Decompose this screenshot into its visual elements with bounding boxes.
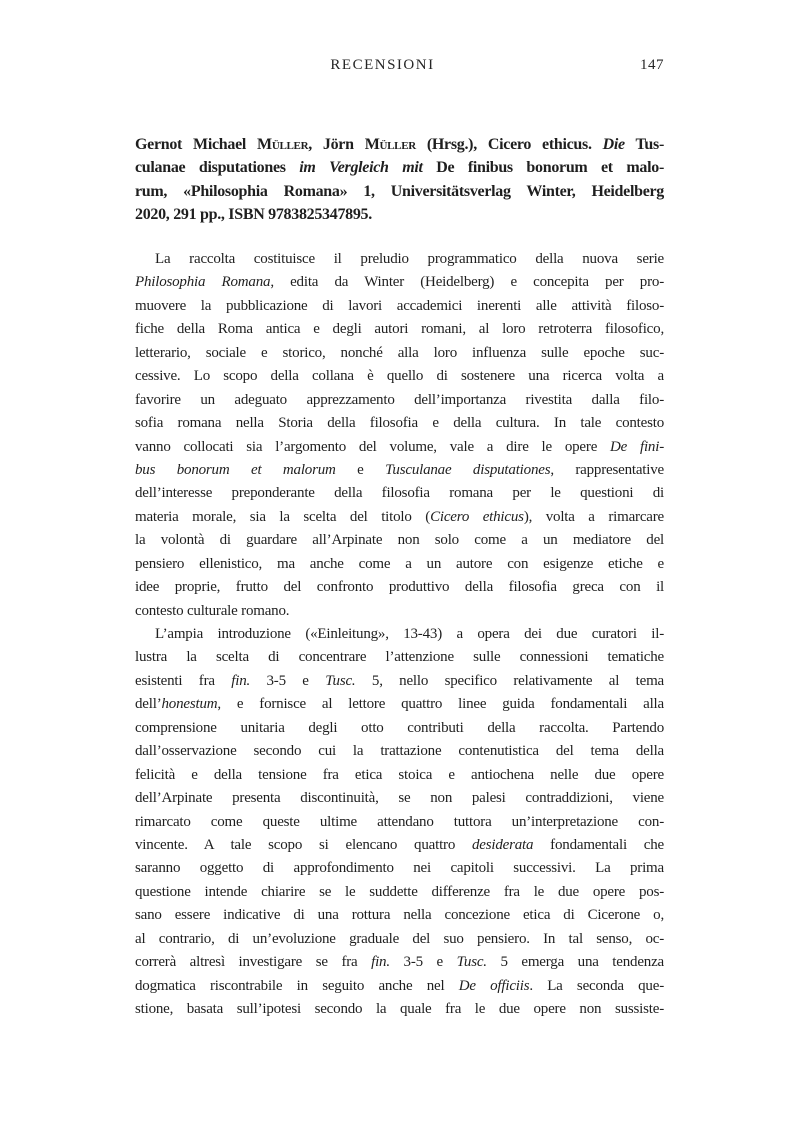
text-line <box>135 365 664 388</box>
text-run: muovere la pubblicazione di lavori accademici inerenti alle attività filoso- <box>135 297 664 314</box>
text-run: dell’ <box>135 696 162 713</box>
text-run: , rappresentative <box>550 461 664 478</box>
text-line <box>135 248 664 271</box>
text-line <box>135 904 664 927</box>
text-line <box>135 928 664 951</box>
text-run: sofia romana nella Storia della filosofia e della cultura. In tale contesto <box>135 415 664 432</box>
text-line <box>135 553 664 576</box>
text-run: Tusc. <box>325 672 356 689</box>
text-run: desiderata <box>472 836 534 853</box>
text-run: fin. <box>231 672 251 689</box>
text-line <box>135 412 664 435</box>
text-run: 2020, 291 pp., ISBN 9783825347895. <box>135 206 372 224</box>
text-line <box>135 576 664 599</box>
text-line <box>135 670 664 693</box>
text-run: . La seconda que- <box>529 977 664 994</box>
text-run: (Hrsg.), Cicero ethicus. <box>415 136 603 153</box>
text-line <box>135 156 664 179</box>
text-run: fondamentali che <box>533 836 664 853</box>
page-number: 147 <box>640 57 664 73</box>
text-line <box>135 787 664 810</box>
text-line <box>135 646 664 669</box>
text-run: sano essere indicative di una rottura nella concezione etica di Cicerone o, <box>135 907 664 924</box>
text-run: materia morale, sia la scelta del titolo ( <box>135 508 431 525</box>
paragraph-einleitung <box>135 623 664 1021</box>
text-run: questione intende chiarire se le suddette differenze fra le due opere pos- <box>135 883 664 900</box>
text-run: fiche della Roma antica e degli autori romani, al loro retroterra filosofico, <box>135 321 664 338</box>
text-run: honestum <box>161 696 218 713</box>
page-header <box>135 57 664 77</box>
running-title: RECENSIONI <box>330 57 435 73</box>
text-line <box>135 693 664 716</box>
text-run: e <box>335 461 386 478</box>
text-run: , edita da Winter (Heidelberg) e concepita per pro- <box>270 274 664 291</box>
text-run: Die <box>602 136 625 153</box>
text-run: Philosophia Romana <box>135 274 271 291</box>
text-line <box>135 203 664 226</box>
text-line <box>135 459 664 482</box>
text-line <box>135 764 664 787</box>
text-run: pensiero ellenistico, ma anche come a un autore con esigenze etiche e <box>135 555 664 572</box>
text-run: Cicero ethicus <box>430 508 524 525</box>
text-run: 3-5 e <box>250 672 326 689</box>
text-line <box>135 342 664 365</box>
text-line <box>135 857 664 880</box>
text-run: stione, basata sull’ipotesi secondo la quale fra le due opere non sussiste- <box>135 1001 664 1017</box>
text-run: vincente. A tale scopo si elencano quattro <box>135 836 472 853</box>
text-line <box>135 436 664 459</box>
review-body <box>135 248 664 1021</box>
text-run: De finibus bonorum et malo- <box>422 159 664 177</box>
text-run: Müller <box>364 136 416 153</box>
text-line <box>135 998 664 1021</box>
text-line <box>135 180 664 203</box>
text-run: dogmatica riscontrabile in seguito anche nel <box>135 977 459 994</box>
text-run: cessive. Lo scopo della collana è quello di sostenere una ricerca volta a <box>135 368 664 385</box>
text-run: Müller <box>257 136 309 153</box>
text-run: 3-5 e <box>389 954 457 971</box>
text-line <box>135 600 664 623</box>
text-run: , e fornisce al lettore quattro linee guida fondamentali alla <box>217 696 664 713</box>
text-run: , Jörn <box>308 136 365 153</box>
text-run: im Vergleich mit <box>299 159 423 177</box>
text-run: De fini- <box>610 438 664 455</box>
text-run: dell’Arpinate presenta discontinuità, se non palesi contraddizioni, viene <box>135 790 664 807</box>
text-run: vanno collocati sia l’argomento del volume, vale a dire le opere <box>135 438 611 455</box>
text-run: la volontà di guardare all’Arpinate non solo come a un mediatore del <box>135 532 664 549</box>
text-run: Gernot Michael <box>135 136 258 153</box>
text-run: 5 emerga una tendenza <box>486 954 664 971</box>
text-line <box>135 881 664 904</box>
text-run: letterario, sociale e storico, nonché alla loro influenza sulle epoche suc- <box>135 344 664 361</box>
text-line <box>135 717 664 740</box>
text-line <box>135 740 664 763</box>
text-run: favorire un adeguato apprezzamento dell’importanza rivestita dalla filo- <box>135 391 664 408</box>
text-run: Tus- <box>624 136 664 153</box>
text-line <box>135 834 664 857</box>
text-run: correrà altresì investigare se fra <box>135 954 372 971</box>
text-run: lustra la scelta di concentrare l’attenzione sulle connessioni tematiche <box>135 649 664 666</box>
text-run: L’ampia introduzione («Einleitung», 13-43) a opera dei due curatori il- <box>155 626 664 642</box>
text-run: rimarcato come queste ultime attendano tuttora un’interpretazione con- <box>135 813 664 830</box>
text-run: esistenti fra <box>135 672 232 689</box>
text-run: felicità e della tensione fra etica stoica e antiochena nelle due opere <box>135 766 664 783</box>
text-run: Tusc. <box>456 954 487 971</box>
text-run: 5, nello specifico relativamente al tema <box>355 672 664 689</box>
text-line <box>135 951 664 974</box>
review-heading <box>135 133 664 227</box>
text-line <box>135 975 664 998</box>
text-run: al contrario, di un’evoluzione graduale del suo pensiero. In tal senso, oc- <box>135 930 664 947</box>
text-run: contesto culturale romano. <box>135 602 290 619</box>
paragraph-intro-series <box>135 248 664 623</box>
text-run: rum, «Philosophia Romana» 1, Universitätsverlag Winter, Heidelberg <box>135 182 664 200</box>
text-run: Tusculanae disputationes <box>385 461 551 478</box>
text-line <box>135 482 664 505</box>
text-line <box>135 811 664 834</box>
text-line <box>135 271 664 294</box>
text-run: De officiis <box>458 977 530 994</box>
text-line <box>135 623 664 646</box>
text-run: culanae disputationes <box>135 159 300 177</box>
text-run: comprensione unitaria degli otto contributi della raccolta. Partendo <box>135 719 664 736</box>
text-run: dell’interesse preponderante della filosofia romana per le questioni di <box>135 485 664 502</box>
text-run: bus bonorum et malorum <box>135 461 336 478</box>
text-line <box>135 295 664 318</box>
text-run: fin. <box>371 954 390 971</box>
text-line <box>135 318 664 341</box>
text-line <box>135 133 664 156</box>
text-run: dall’osservazione secondo cui la trattazione contenutistica del tema della <box>135 743 664 760</box>
text-run: ), volta a rimarcare <box>523 508 664 525</box>
text-line <box>135 529 664 552</box>
text-line <box>135 389 664 412</box>
text-line <box>135 506 664 529</box>
text-run: saranno oggetto di approfondimento nei capitoli successivi. La prima <box>135 860 664 877</box>
text-run: La raccolta costituisce il preludio programmatico della nuova serie <box>155 251 664 267</box>
text-run: idee proprie, frutto del confronto produttivo della filosofia greca con il <box>135 579 664 596</box>
